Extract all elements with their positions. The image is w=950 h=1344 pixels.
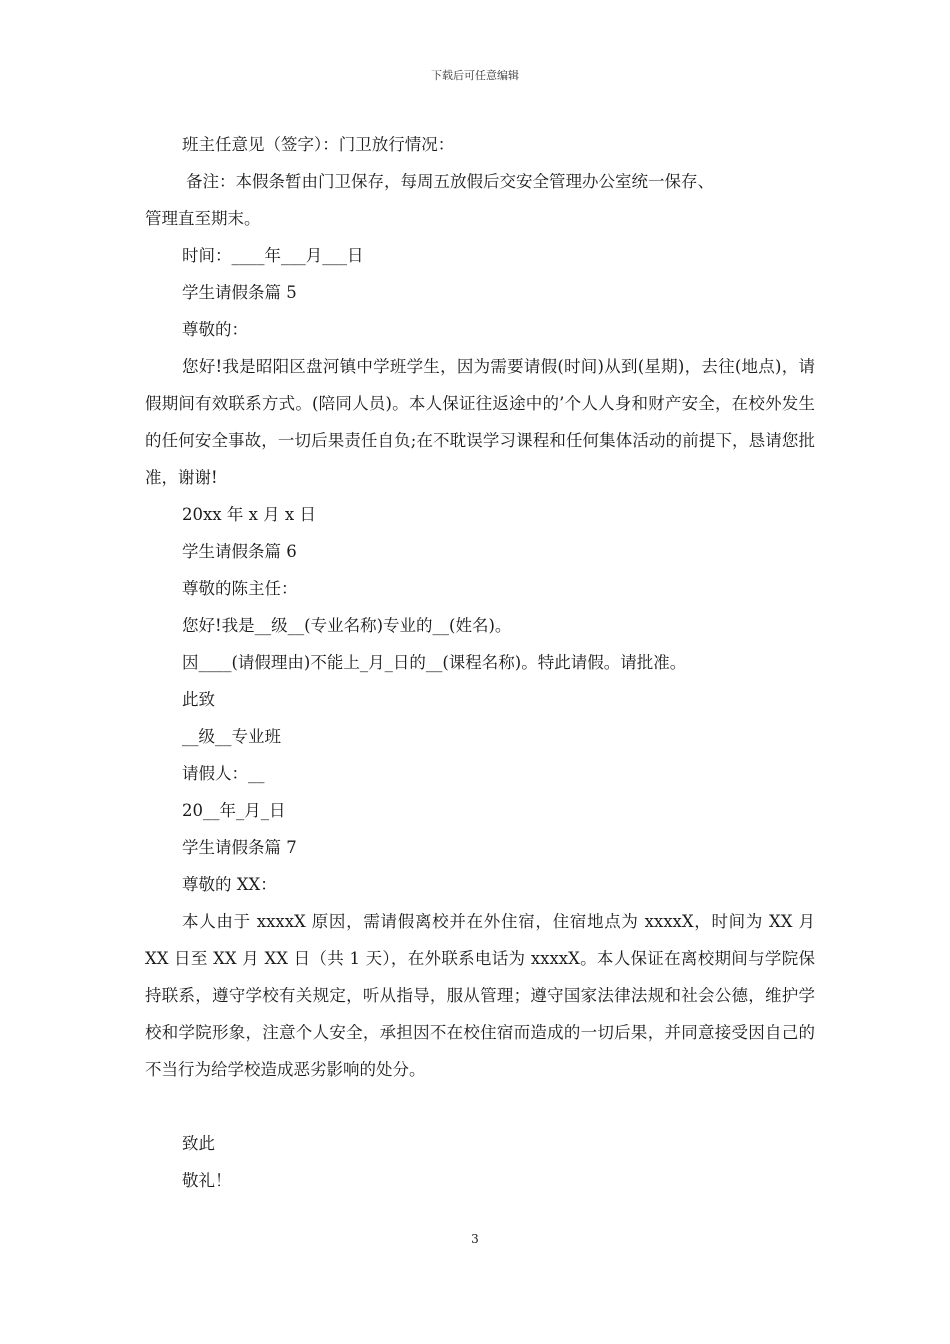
closing: 致此 [182,1134,215,1153]
closing: 敬礼！ [182,1171,232,1190]
section-title: 学生请假条篇 6 [182,542,297,561]
paragraph: 您好!我是昭阳区盘河镇中学班学生，因为需要请假(时间)从到(星期)，去往(地点)，请假期间有效联系方式。(陪同人员)。本人保证往返途中的’个人人身和财产安全，在校外发生的任何安全事故，一切后果责任自负;在不耽误学习课程和任何集体活动的前提下，恳请您批准，谢谢! [145,357,815,487]
page-header-note: 下载后可任意编辑 [431,69,519,82]
salutation: 尊敬的陈主任： [182,579,298,598]
class-line: __级__专业班 [182,727,281,746]
section-title: 学生请假条篇 5 [182,283,297,302]
paragraph: 本人由于 xxxxX 原因，需请假离校并在外住宿，住宿地点为 xxxxX，时间为 XX 月 XX 日至 XX 月 XX 日（共 1 天），在外联系电话为 xxxxX。本人保证在离校期间与学院保持联系，遵守学校有关规定，听从指导，服从管理；遵守国家法律法规和社会公德，维护学校和学院形象，注意个人安全，承担因不在校住宿而造成的一切后果，并同意接受因自己的不当行为给学校造成恶劣影响的处分。 [145,912,815,1079]
section-title: 学生请假条篇 7 [182,838,297,857]
paragraph: 管理直至期末。 [145,209,261,228]
closing: 此致 [182,690,215,709]
paragraph: 时间：____年___月___日 [182,246,364,265]
date-line: 20__年_月_日 [182,801,286,820]
page-number: 3 [471,1232,479,1246]
signer-line: 请假人：__ [182,764,265,783]
paragraph: 您好!我是__级__(专业名称)专业的__(姓名)。 [182,616,512,635]
spacer [145,1088,815,1125]
date-line: 20xx 年 x 月 x 日 [182,505,316,524]
document-body [145,126,815,1199]
salutation: 尊敬的： [182,320,248,339]
salutation: 尊敬的 XX： [182,875,277,894]
paragraph: 班主任意见（签字）：门卫放行情况： [182,135,455,154]
paragraph: 因____(请假理由)不能上_月_日的__(课程名称)。特此请假。请批准。 [182,653,687,672]
paragraph: 备注：本假条暂由门卫保存，每周五放假后交安全管理办公室统一保存、 [186,172,714,191]
